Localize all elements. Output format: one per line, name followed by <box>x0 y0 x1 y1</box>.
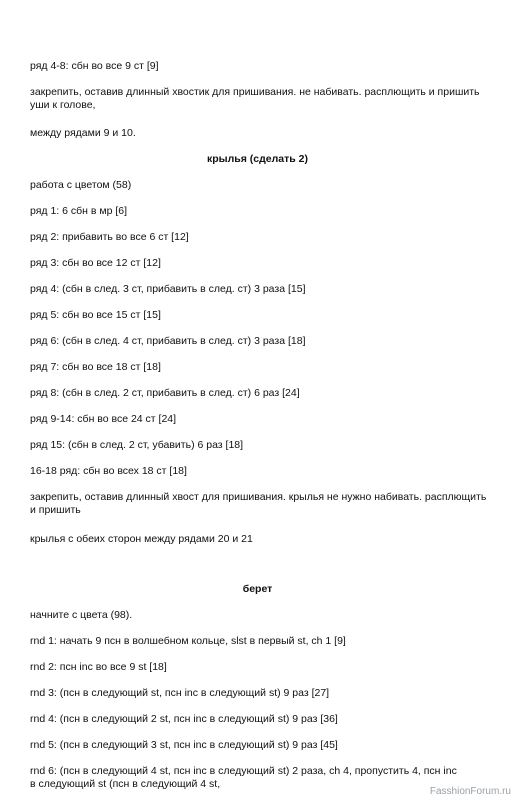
text-line-wings-row-8: ряд 8: (сбн в след. 2 ст, прибавить в след. ст) 6 раз [24] <box>30 387 300 399</box>
section-heading-beret: берет <box>242 583 273 595</box>
text-line-row-4-8: ряд 4-8: сбн во все 9 ст [9] <box>30 60 159 72</box>
watermark-text: FasshionForum.ru <box>429 786 511 797</box>
text-line-between-rows: между рядами 9 и 10. <box>30 127 136 139</box>
text-line-wings-attach: крылья с обеих сторон между рядами 20 и 21 <box>30 533 253 545</box>
text-line-beret-rnd-5: rnd 5: (псн в следующий 3 st, псн inc в следующий st) 9 раз [45] <box>30 739 338 751</box>
text-line-wings-row-7: ряд 7: сбн во все 18 ст [18] <box>30 361 161 373</box>
text-line-wings-row-5: ряд 5: сбн во все 15 ст [15] <box>30 309 161 321</box>
text-line-beret-rnd-1: rnd 1: начать 9 псн в волшебном кольце, slst в первый st, ch 1 [9] <box>30 635 346 647</box>
text-line-wings-color: работа с цветом (58) <box>30 179 132 191</box>
text-line-wings-row-16-18: 16-18 ряд: сбн во всех 18 ст [18] <box>30 465 187 477</box>
section-heading-wings: крылья (сделать 2) <box>206 153 308 165</box>
text-line-beret-rnd-3: rnd 3: (псн в следующий st, псн inc в следующий st) 9 раз [27] <box>30 687 330 699</box>
text-line-beret-rnd-4: rnd 4: (псн в следующий 2 st, псн inc в следующий st) 9 раз [36] <box>30 713 338 725</box>
text-line-wings-row-15: ряд 15: (сбн в след. 2 ст, убавить) 6 раз [18] <box>30 439 244 451</box>
text-line-beret-rnd-6: rnd 6: (псн в следующий 4 st, псн inc в следующий st) 2 раза, ch 4, пропустить 4, псн inc в следующий st (псн в следующий 4 st, <box>30 765 457 790</box>
text-line-wings-finish: закрепить, оставив длинный хвост для пришивания. крылья не нужно набивать. расплющить и пришить <box>30 491 487 516</box>
text-line-wings-row-9-14: ряд 9-14: сбн во все 24 ст [24] <box>30 413 177 425</box>
text-line-ears-note: закрепить, оставив длинный хвостик для пришивания. не набивать. расплющить и пришить уши к голове, <box>30 86 480 111</box>
text-line-wings-row-1: ряд 1: 6 сбн в мр [6] <box>30 205 128 217</box>
text-line-wings-row-2: ряд 2: прибавить во все 6 ст [12] <box>30 231 189 243</box>
text-line-wings-row-3: ряд 3: сбн во все 12 ст [12] <box>30 257 161 269</box>
text-line-wings-row-4: ряд 4: (сбн в след. 3 ст, прибавить в след. ст) 3 раза [15] <box>30 283 306 295</box>
text-line-wings-row-6: ряд 6: (сбн в след. 4 ст, прибавить в след. ст) 3 раза [18] <box>30 335 306 347</box>
text-line-beret-rnd-2: rnd 2: псн inc во все 9 st [18] <box>30 661 167 673</box>
text-line-beret-color: начните с цвета (98). <box>30 609 133 621</box>
